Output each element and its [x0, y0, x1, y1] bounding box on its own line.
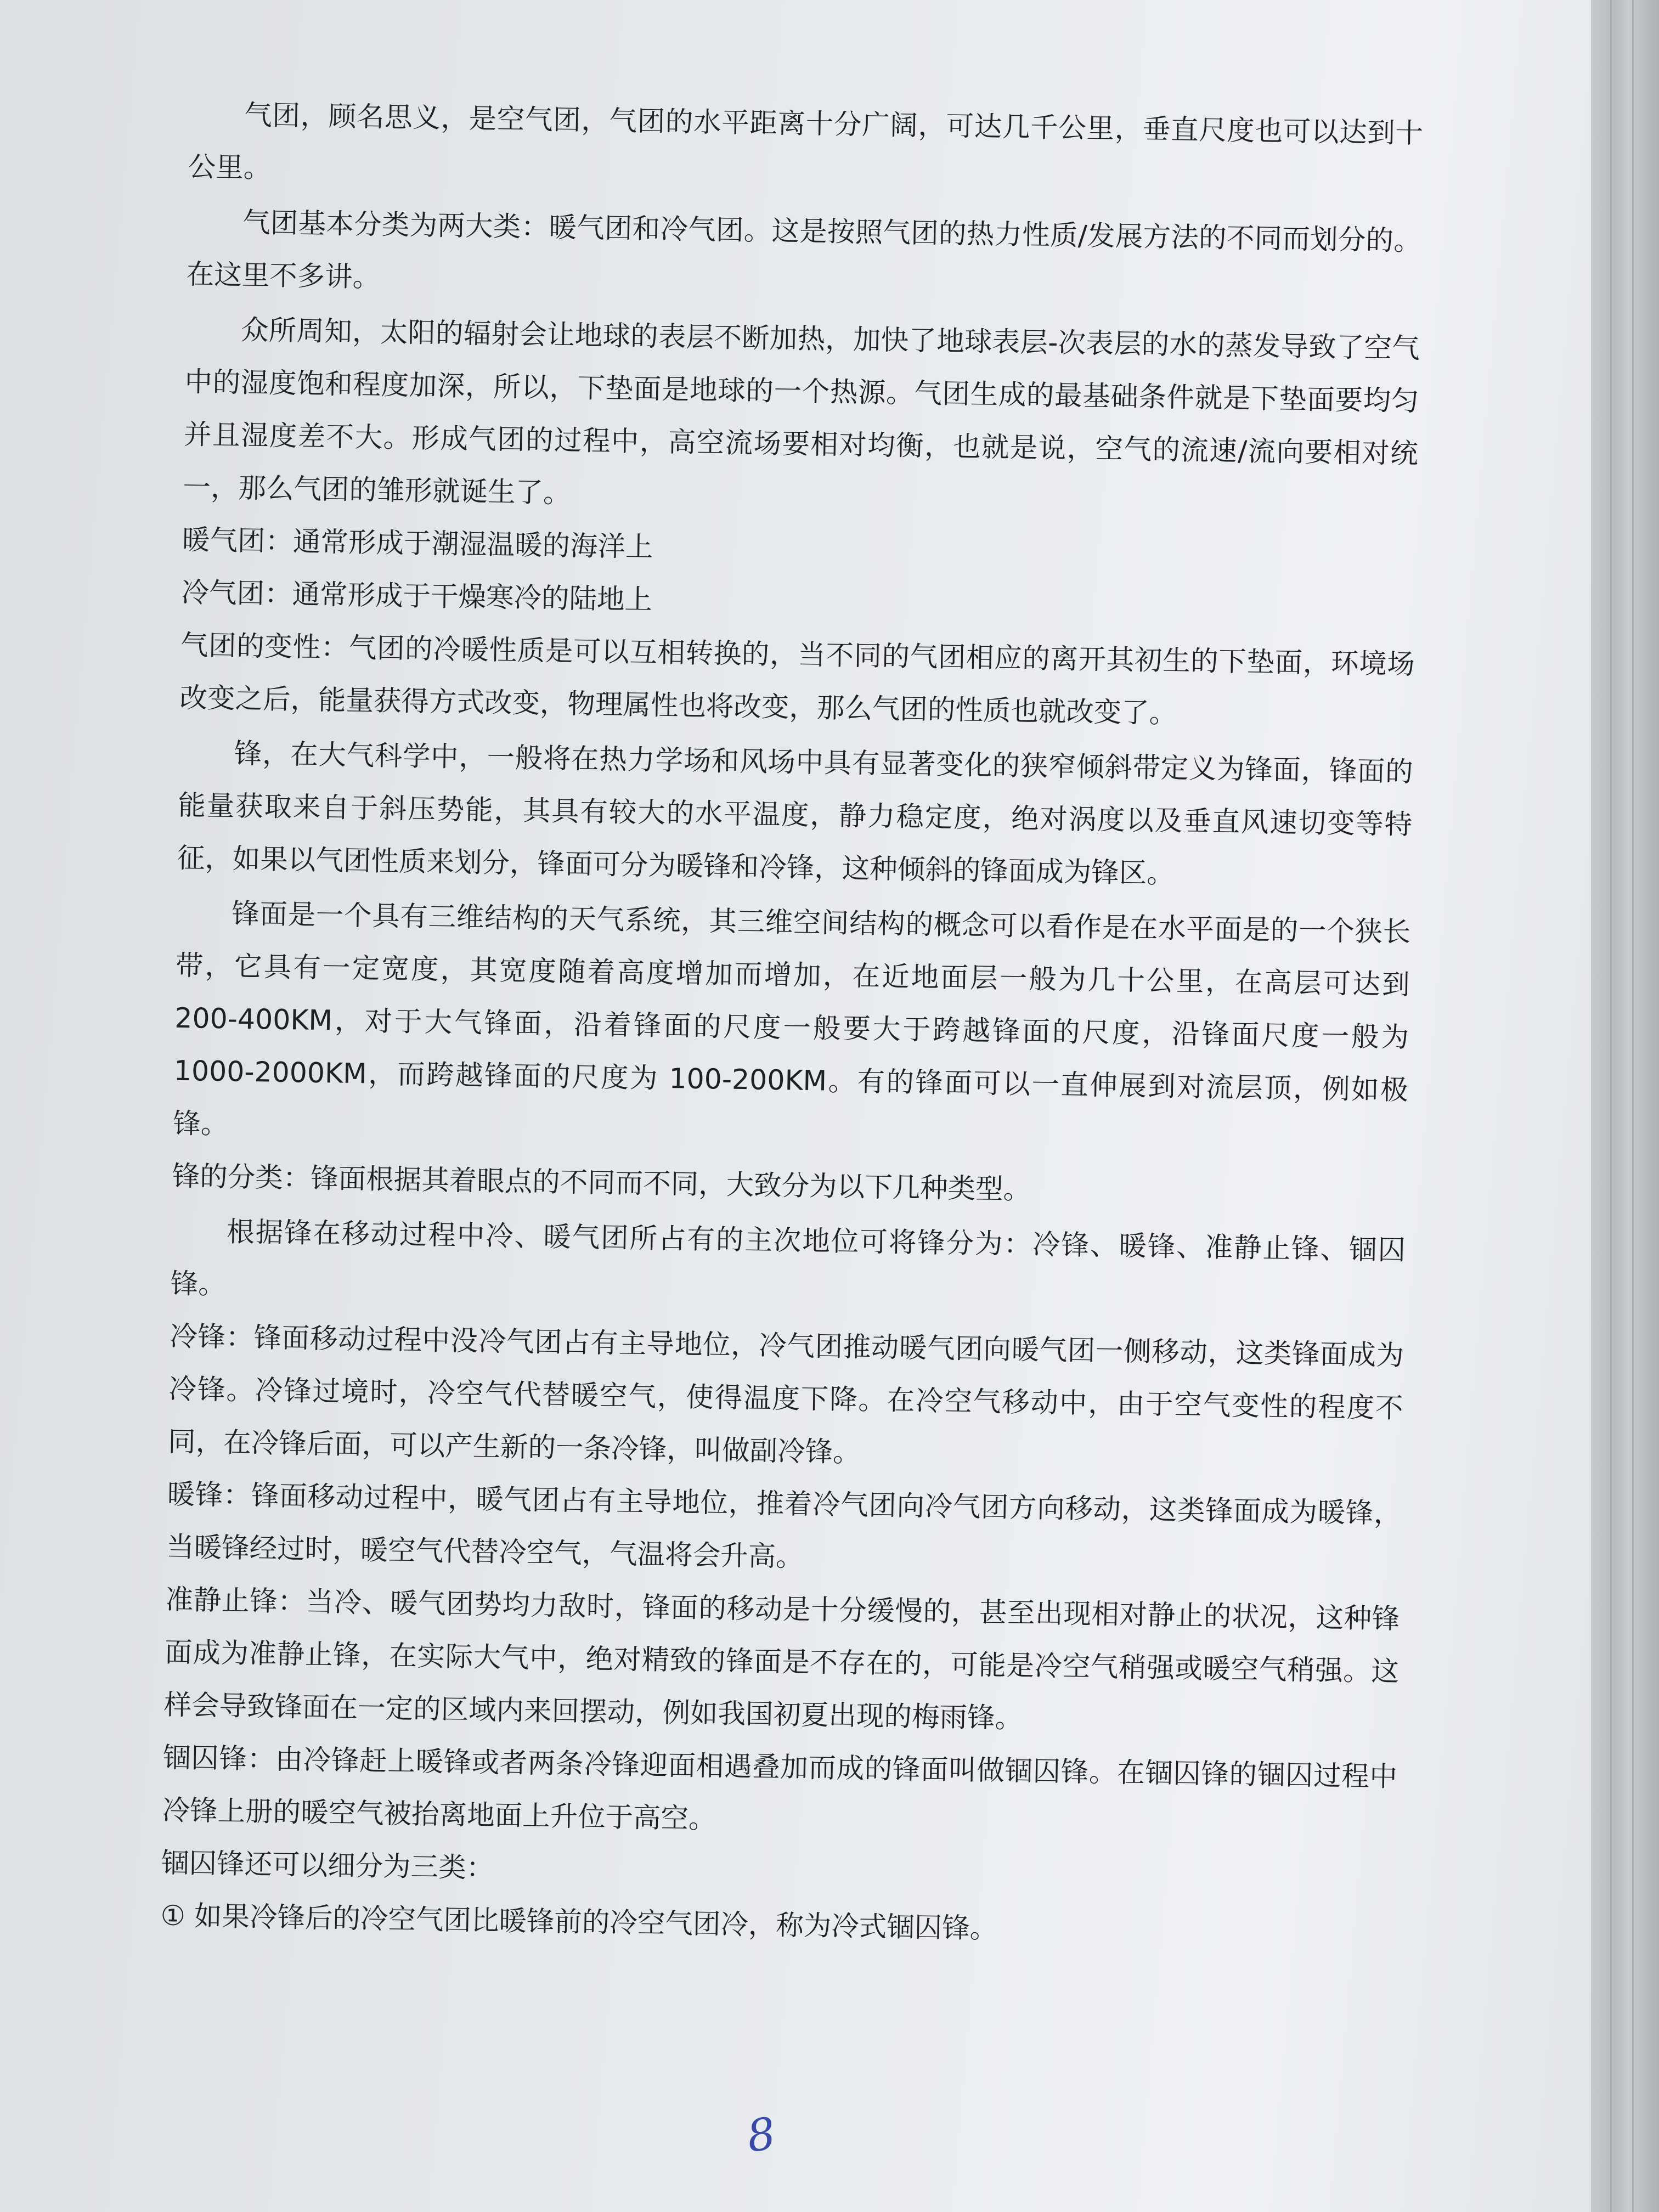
paragraph: 冷锋：锋面移动过程中没冷气团占有主导地位，冷气团推动暖气团向暖气团一侧移动，这类锋面成为冷锋。冷锋过境时，冷空气代替暖空气，使得温度下降。在冷空气移动中，由于空气变性的程度不同，在冷锋后面，可以产生新的一条冷锋，叫做副冷锋。 — [167, 1319, 1404, 1469]
handwritten-page-number: 8 — [743, 2107, 779, 2163]
sheet-edge — [1610, 0, 1612, 2212]
paragraph: 气团的变性：气团的冷暖性质是可以互相转换的，当不同的气团相应的离开其初生的下垫面，环境场改变之后，能量获得方式改变，物理属性也将改变，那么气团的性质也就改变了。 — [179, 628, 1415, 730]
paragraph: 锋，在大气科学中，一般将在热力学场和风场中具有显著变化的狭窄倾斜带定义为锋面，锋面的能量获取来自于斜压势能，其具有较大的水平温度，静力稳定度，绝对涡度以及垂直风速切变等特征，如果以气团性质来划分，锋面可分为暖锋和冷锋，这种倾斜的锋面成为锋区。 — [177, 737, 1414, 890]
paragraph: 锋面是一个具有三维结构的天气系统，其三维空间结构的概念可以看作是在水平面是的一个狭长带，它具有一定宽度，其宽度随着高度增加而增加，在近地面层一般为几十公里，在高层可达到 200-400KM，对于大气锋面，沿着锋面的尺度一般要大于跨越锋面的尺度，沿锋面尺度一般为 1000-2000KM，而跨越锋面的尺度为 100-200KM。有的锋面可以一直伸展到对流层顶，例如极锋。 — [172, 897, 1411, 1141]
paragraph: 根据锋在移动过程中冷、暖气团所占有的主次地位可将锋分为：冷锋、暖锋、准静止锋、锢囚锋。 — [170, 1215, 1406, 1301]
paragraph: ① 如果冷锋后的冷空气团比暖锋前的冷空气团冷，称为冷式锢囚锋。 — [160, 1899, 998, 1945]
paragraph: 锢囚锋还可以细分为三类： — [161, 1846, 494, 1884]
paragraph: 锋的分类：锋面根据其着眼点的不同而不同，大致分为以下几种类型。 — [172, 1159, 1031, 1206]
paragraph: 准静止锋：当冷、暖气团势均力敌时，锋面的移动是十分缓慢的，甚至出现相对静止的状况，这种锋面成为准静止锋，在实际大气中，绝对精致的锋面是不存在的，可能是冷空气稍强或暖空气稍强。这样会导致锋面在一定的区域内来回摆动，例如我国初夏出现的梅雨锋。 — [163, 1583, 1400, 1735]
paragraph: 众所周知，太阳的辐射会让地球的表层不断加热，加快了地球表层-次表层的水的蒸发导致了空气中的湿度饱和程度加深，所以，下垫面是地球的一个热源。气团生成的最基础条件就是下垫面要均匀并且湿度差不大。形成气团的过程中，高空流场要相对均衡，也就是说，空气的流速/流向要相对统一，那么气团的雏形就诞生了。 — [183, 313, 1420, 510]
body-text — [160, 88, 1424, 1961]
paragraph: 气团基本分类为两大类：暖气团和冷气团。这是按照气团的热力性质/发展方法的不同而划分的。在这里不多讲。 — [186, 206, 1422, 294]
sheet-edge — [1632, 0, 1634, 2212]
stacked-pages-edge — [1585, 0, 1659, 2212]
paragraph: 冷气团：通常形成于干燥寒冷的陆地上 — [181, 575, 653, 616]
paragraph: 气团，顾名思义，是空气团，气团的水平距离十分广阔，可达几千公里，垂直尺度也可以达到十公里。 — [188, 98, 1424, 184]
paragraph: 锢囚锋：由冷锋赶上暖锋或者两条冷锋迎面相遇叠加而成的锋面叫做锢囚锋。在锢囚锋的锢囚过程中冷锋上册的暖空气被抬离地面上升位于高空。 — [162, 1741, 1398, 1835]
paragraph: 暖气团：通常形成于潮湿温暖的海洋上 — [182, 523, 653, 563]
paragraph: 暖锋：锋面移动过程中，暖气团占有主导地位，推着冷气团向冷气团方向移动，这类锋面成为暖锋，当暖锋经过时，暖空气代替冷空气，气温将会升高。 — [166, 1477, 1402, 1573]
